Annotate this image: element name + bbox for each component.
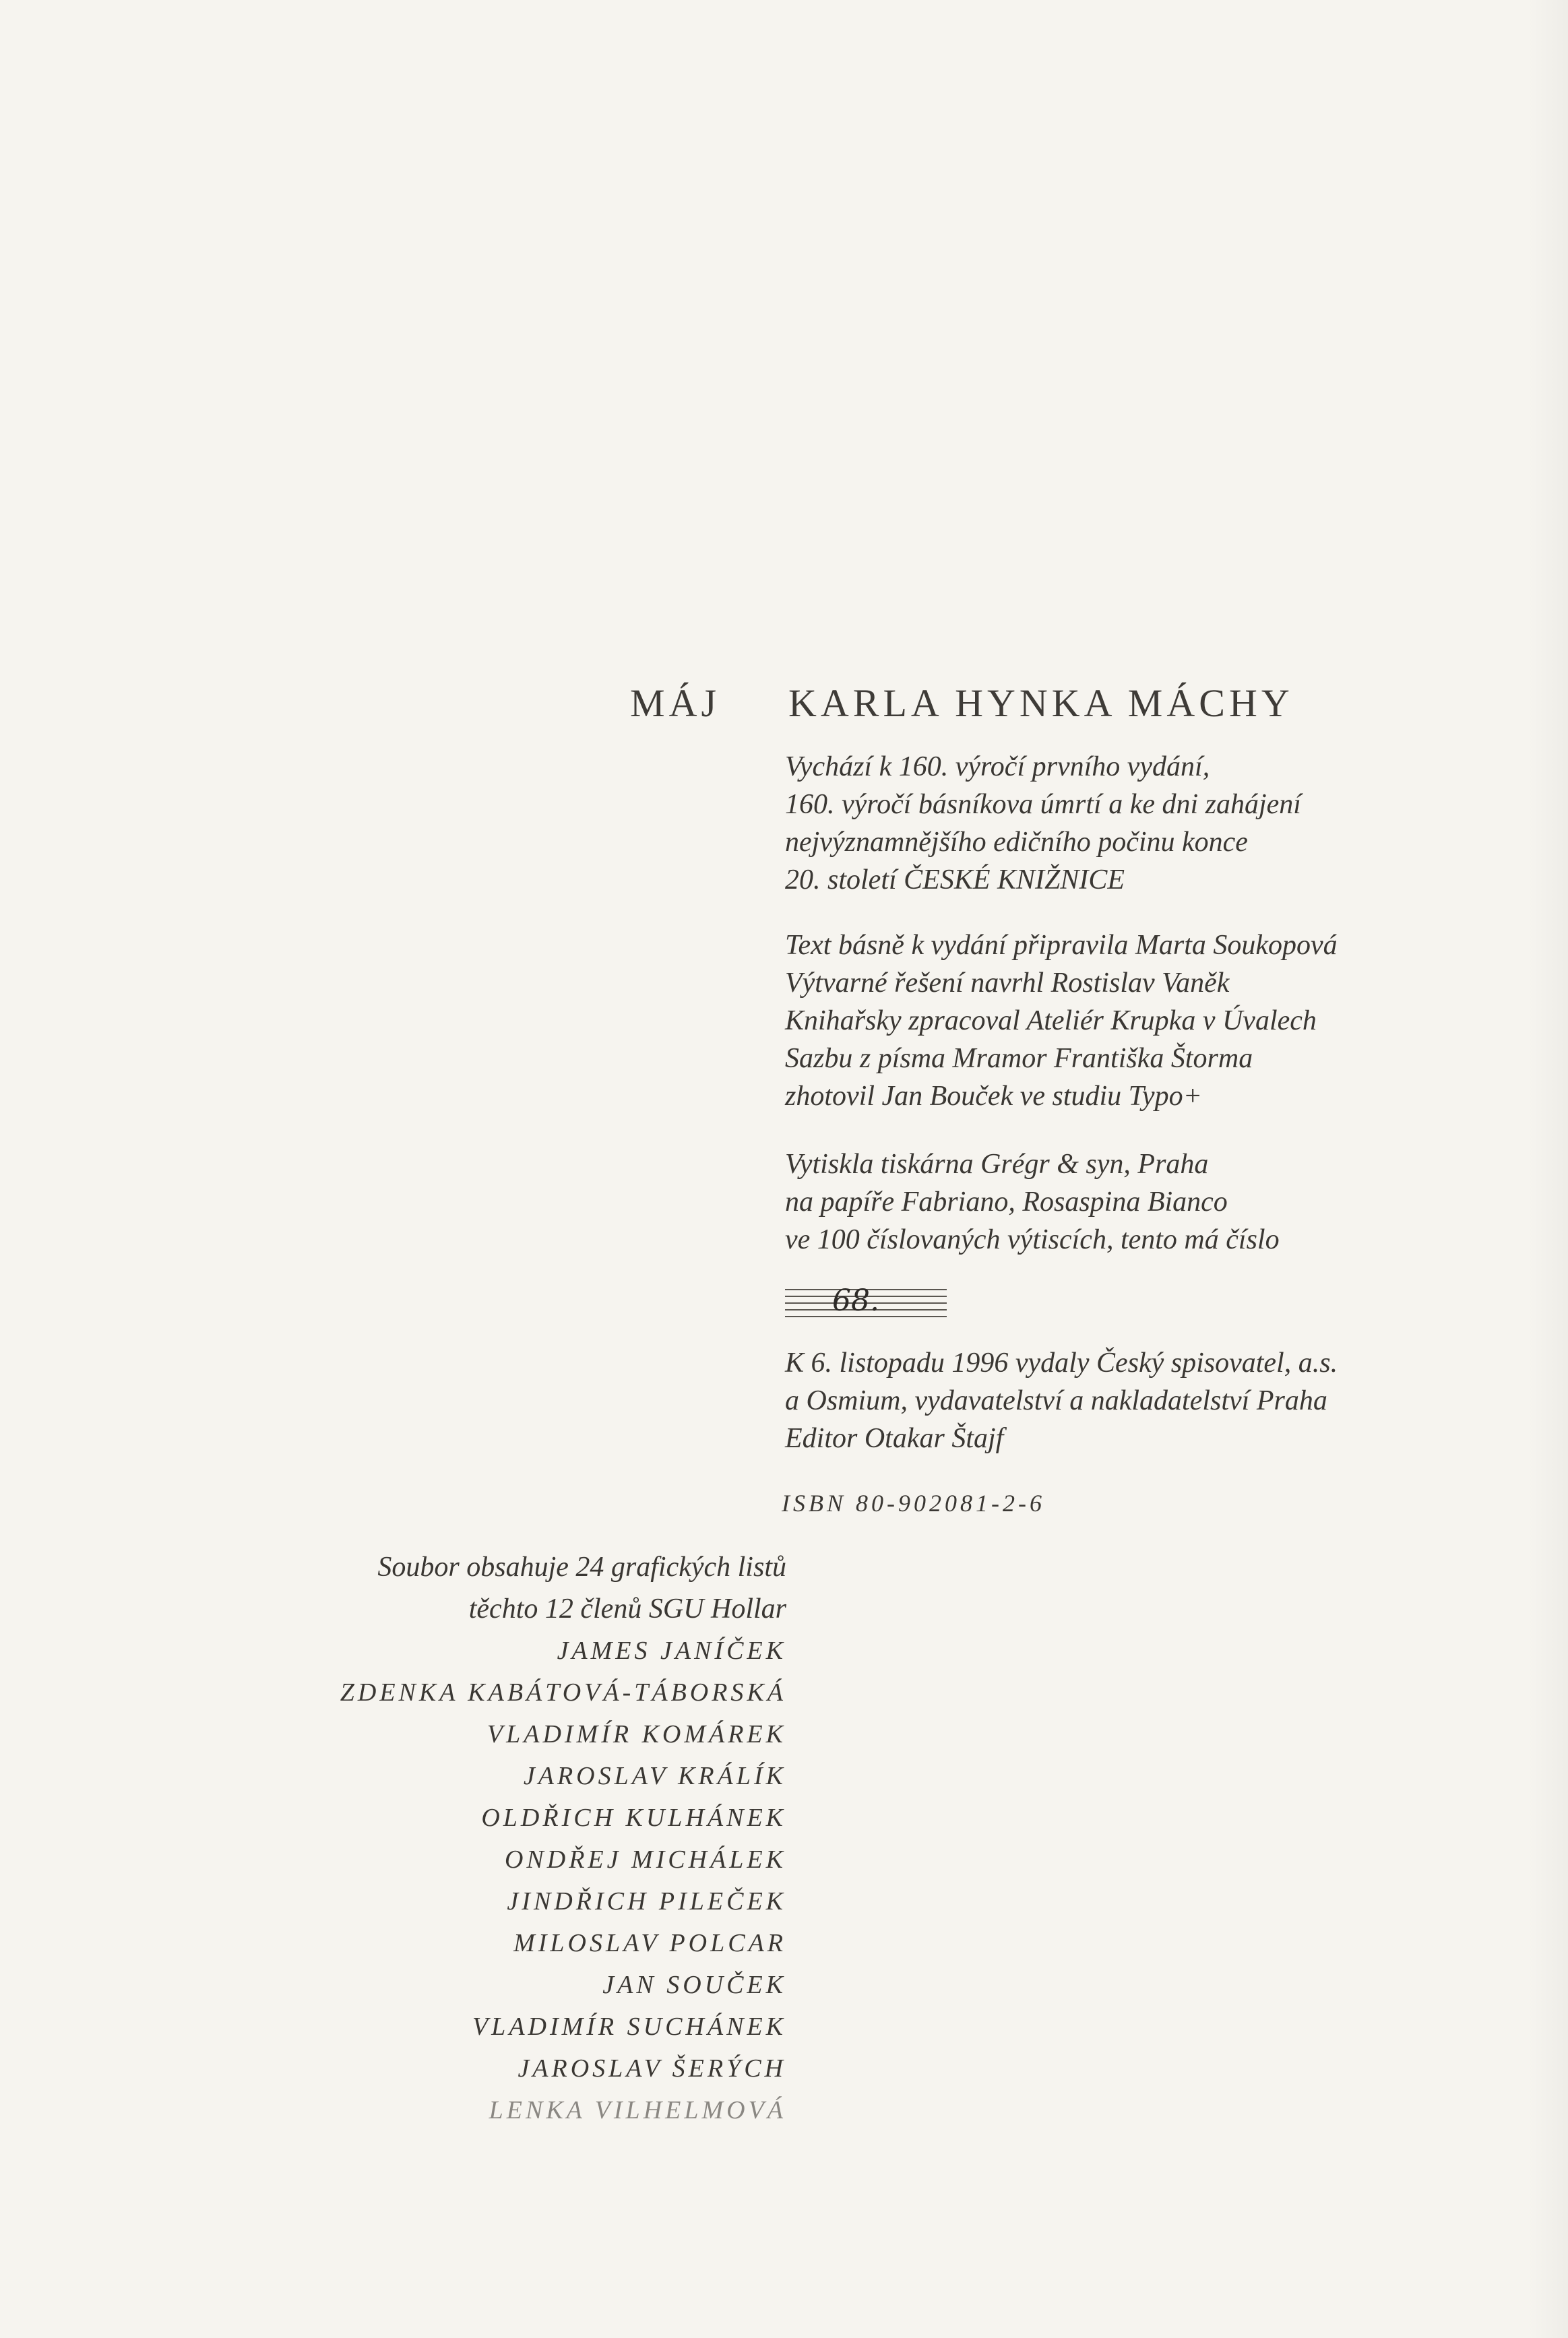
- text-line: na papíře Fabriano, Rosaspina Bianco: [785, 1187, 1228, 1218]
- artist-name: MILOSLAV POLCAR: [513, 1929, 786, 1957]
- artist-name: JAMES JANÍČEK: [557, 1637, 786, 1665]
- text-line: Vytiskla tiskárna Grégr & syn, Praha: [785, 1149, 1209, 1180]
- artist-name: JAROSLAV KRÁLÍK: [523, 1762, 786, 1790]
- text-line: Editor Otakar Štajf: [785, 1423, 1004, 1454]
- credits: [785, 926, 1459, 1115]
- text-line: 20. století ČESKÉ KNIŽNICE: [785, 864, 1125, 895]
- text-line: těchto 12 členů SGU Hollar: [468, 1593, 786, 1624]
- text-line: Vychází k 160. výročí prvního vydání,: [785, 751, 1210, 782]
- copy-number-field: [785, 1284, 947, 1319]
- text-line: zhotovil Jan Bouček ve studiu Typo+: [785, 1081, 1202, 1112]
- isbn: ISBN 80-902081-2-6: [782, 1490, 1045, 1517]
- artist-name: JAROSLAV ŠERÝCH: [518, 2054, 786, 2083]
- text-line: Text básně k vydání připravila Marta Soukopová: [785, 930, 1338, 961]
- publication-note: [785, 748, 1459, 899]
- text-line: ve 100 číslovaných výtiscích, tento má číslo: [785, 1224, 1280, 1255]
- artist-name: VLADIMÍR KOMÁREK: [487, 1720, 786, 1748]
- artist-name: LENKA VILHELMOVÁ: [489, 2096, 786, 2124]
- artist-name: JINDŘICH PILEČEK: [507, 1887, 786, 1916]
- title-author: KARLA HYNKA MÁCHY: [788, 681, 1294, 725]
- artist-name: VLADIMÍR SUCHÁNEK: [472, 2013, 786, 2041]
- artist-name: OLDŘICH KULHÁNEK: [481, 1804, 786, 1832]
- text-line: 160. výročí básníkova úmrtí a ke dni zahájení: [785, 789, 1301, 820]
- printing-info: [785, 1145, 1459, 1259]
- text-line: Výtvarné řešení navrhl Rostislav Vaněk: [785, 968, 1230, 999]
- contents-list: [340, 1546, 786, 2131]
- handwritten-copy-number: 68.: [832, 1284, 879, 1318]
- artist-name: ONDŘEJ MICHÁLEK: [504, 1845, 786, 1874]
- text-line: K 6. listopadu 1996 vydaly Český spisovatel, a.s.: [785, 1348, 1338, 1379]
- text-line: Sazbu z písma Mramor Františka Štorma: [785, 1043, 1253, 1074]
- text-line: Knihařsky zpracoval Ateliér Krupka v Úvalech: [785, 1005, 1317, 1036]
- artist-name: ZDENKA KABÁTOVÁ-TÁBORSKÁ: [340, 1678, 786, 1707]
- text-line: Soubor obsahuje 24 grafických listů: [377, 1552, 786, 1583]
- text-line: nejvýznamnějšího edičního počinu konce: [785, 827, 1248, 858]
- page-edge-shadow: [1528, 0, 1568, 2338]
- text-line: a Osmium, vydavatelství a nakladatelství Praha: [785, 1385, 1327, 1416]
- publisher-info: [785, 1344, 1459, 1457]
- artist-name: JAN SOUČEK: [602, 1971, 786, 1999]
- title-maj: MÁJ: [630, 681, 721, 725]
